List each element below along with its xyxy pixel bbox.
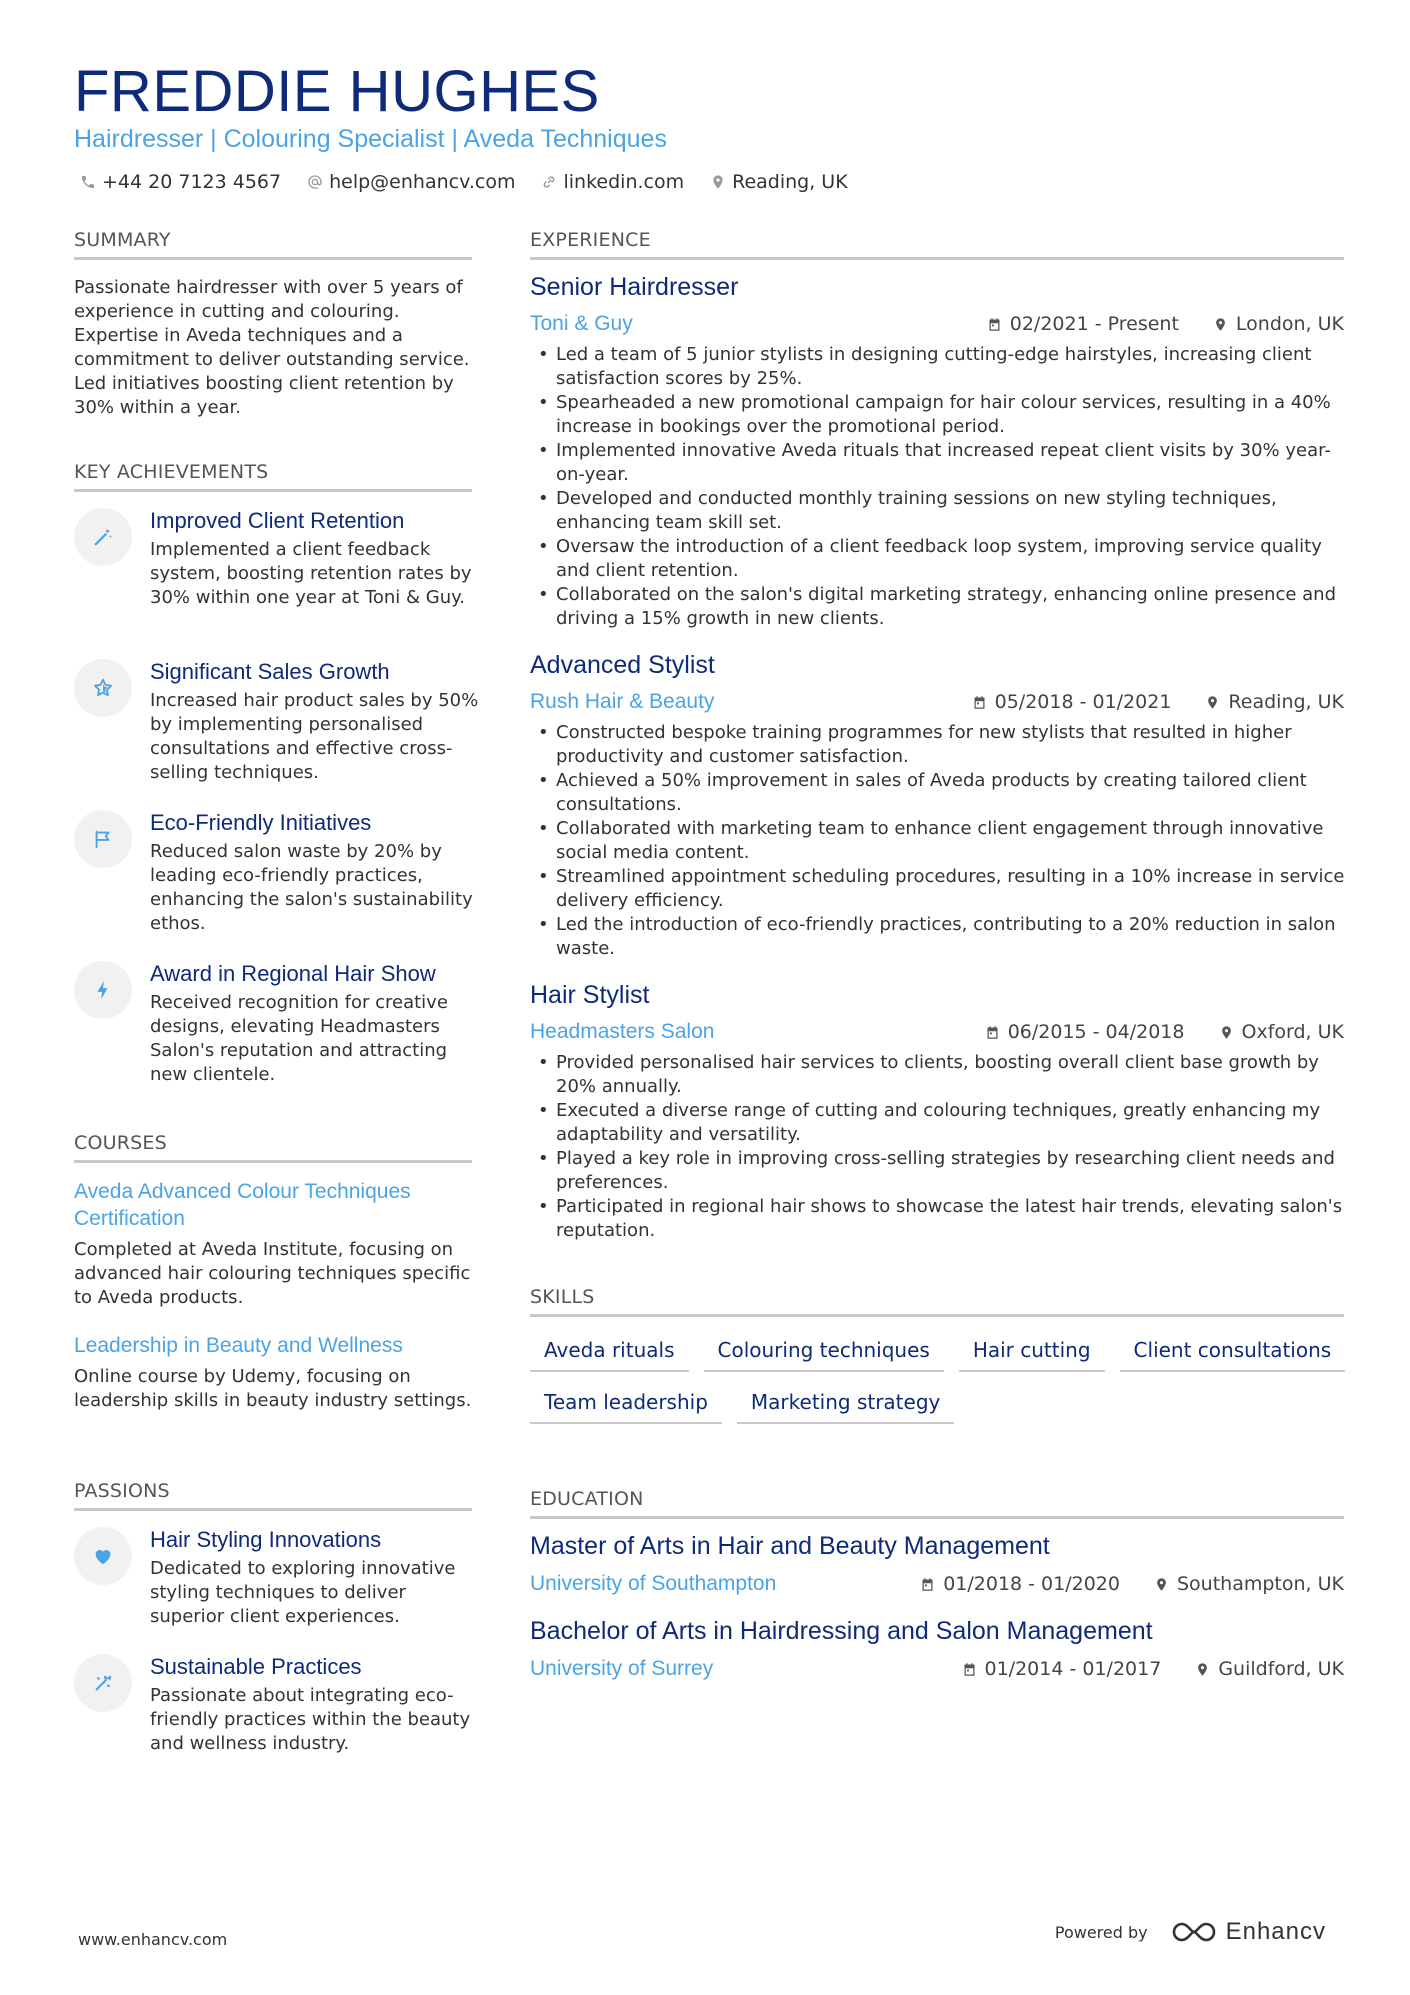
job-dates: 06/2015 - 04/2018 [1007, 1021, 1185, 1043]
skill-tag: Aveda rituals [530, 1338, 689, 1372]
list-item: • Participated in regional hair shows to showcase the latest hair trends, elevating salon's reputation. [538, 1195, 1346, 1243]
job-title: Advanced Stylist [530, 651, 715, 679]
achievement-title: Significant Sales Growth [150, 659, 390, 684]
job-dates: 02/2021 - Present [1009, 313, 1179, 335]
calendar-icon [987, 317, 1002, 332]
contact-email-text: help@enhancv.com [329, 171, 516, 193]
location-pin-icon [1219, 1025, 1234, 1040]
contact-linkedin[interactable] [541, 171, 684, 193]
calendar-icon [920, 1577, 935, 1592]
achievement-title: Improved Client Retention [150, 508, 405, 533]
job-company: Headmasters Salon [530, 1020, 715, 1043]
list-item: • Led a team of 5 junior stylists in designing cutting-edge hairstyles, increasing client satisfaction scores by 25%. [538, 343, 1346, 391]
location-pin-icon [1213, 317, 1228, 332]
skill-tag: Colouring techniques [704, 1338, 944, 1372]
brand-name: Enhancv [1225, 1918, 1326, 1945]
list-item: • Streamlined appointment scheduling procedures, resulting in a 10% increase in service delivery efficiency. [538, 865, 1346, 913]
education-degree: Master of Arts in Hair and Beauty Management [530, 1532, 1050, 1560]
calendar-icon [962, 1662, 977, 1677]
course-title: Leadership in Beauty and Wellness [74, 1334, 403, 1357]
job-bullets [538, 721, 1346, 961]
achievement-title: Award in Regional Hair Show [150, 961, 436, 986]
link-icon [541, 174, 557, 190]
skills-heading: SKILLS [530, 1286, 1344, 1317]
location-pin-icon [1154, 1577, 1169, 1592]
list-item: • Oversaw the introduction of a client feedback loop system, improving service quality and client retention. [538, 535, 1346, 583]
star-icon [92, 677, 114, 699]
magic-wand-icon [92, 526, 114, 548]
skills-list [530, 1338, 1346, 1424]
list-item: • Spearheaded a new promotional campaign for hair colour services, resulting in a 40% increase in bookings over the promotional period. [538, 391, 1346, 439]
powered-by-label: Powered by [1054, 1922, 1148, 1942]
education-meta [962, 1658, 1345, 1680]
contact-phone [80, 171, 281, 193]
job-company: Toni & Guy [530, 312, 633, 335]
course-desc: Online course by Udemy, focusing on leadership skills in beauty industry settings. [74, 1366, 472, 1411]
summary-text: Passionate hairdresser with over 5 years of experience in cutting and colouring. Expertise in Aveda techniques and a commitment to deliver outstanding service. Led initiatives boosting client retention by 30% within a year. [74, 277, 470, 418]
footer-branding [1055, 1918, 1326, 1946]
calendar-icon [985, 1025, 1000, 1040]
brand-logo[interactable] [1170, 1918, 1326, 1946]
experience-heading: EXPERIENCE [530, 229, 1344, 260]
education-dates: 01/2014 - 01/2017 [984, 1658, 1162, 1680]
course-title: Aveda Advanced Colour Techniques Certification [74, 1180, 411, 1230]
job-location: Oxford, UK [1241, 1021, 1344, 1043]
job-company: Rush Hair & Beauty [530, 690, 715, 713]
list-item: • Collaborated with marketing team to enhance client engagement through innovative social media content. [538, 817, 1346, 865]
passion-title: Hair Styling Innovations [150, 1527, 382, 1552]
list-item: • Provided personalised hair services to clients, boosting overall client base growth by 20% annually. [538, 1051, 1346, 1099]
passion-desc: Dedicated to exploring innovative styling techniques to deliver superior client experiences. [150, 1558, 456, 1627]
job-location: London, UK [1235, 313, 1344, 335]
calendar-icon [972, 695, 987, 710]
passion-title: Sustainable Practices [150, 1654, 362, 1679]
heart-icon [92, 1545, 114, 1567]
list-item: • Developed and conducted monthly training sessions on new styling techniques, enhancing team skill set. [538, 487, 1346, 535]
location-pin-icon [710, 174, 726, 190]
phone-icon [80, 174, 96, 190]
skill-tag: Client consultations [1120, 1338, 1346, 1372]
candidate-subtitle: Hairdresser | Colouring Specialist | Aveda Techniques [74, 125, 667, 153]
enhancv-logo-icon [1170, 1919, 1218, 1945]
passion-desc: Passionate about integrating eco-friendly practices within the beauty and wellness industry. [150, 1685, 471, 1754]
contact-location-text: Reading, UK [732, 171, 848, 193]
job-meta [972, 691, 1344, 713]
job-title: Senior Hairdresser [530, 273, 739, 301]
flag-icon [92, 828, 114, 850]
course-desc: Completed at Aveda Institute, focusing on advanced hair colouring techniques specific to Aveda products. [74, 1239, 471, 1308]
passions-heading: PASSIONS [74, 1480, 472, 1511]
summary-heading: SUMMARY [74, 229, 472, 260]
achievement-desc: Received recognition for creative designs, elevating Headmasters Salon's reputation and attracting new clientele. [150, 992, 448, 1085]
contact-location [710, 171, 848, 193]
achievements-heading: KEY ACHIEVEMENTS [74, 461, 472, 492]
lightning-icon [92, 979, 114, 1001]
job-title: Hair Stylist [530, 981, 650, 1009]
achievement-desc: Reduced salon waste by 20% by leading eco-friendly practices, enhancing the salon's sustainability ethos. [150, 841, 473, 934]
list-item: • Led the introduction of eco-friendly practices, contributing to a 20% reduction in salon waste. [538, 913, 1346, 961]
job-meta [987, 313, 1344, 335]
list-item: • Implemented innovative Aveda rituals that increased repeat client visits by 30% year-on-year. [538, 439, 1346, 487]
achievement-title: Eco-Friendly Initiatives [150, 810, 372, 835]
contact-phone-text: +44 20 7123 4567 [102, 171, 282, 193]
contact-linkedin-text: linkedin.com [563, 171, 685, 193]
skill-tag: Team leadership [530, 1390, 722, 1424]
education-meta [920, 1573, 1344, 1595]
location-pin-icon [1205, 695, 1220, 710]
skill-tag: Hair cutting [959, 1338, 1105, 1372]
achievement-desc: Implemented a client feedback system, boosting retention rates by 30% within one year at Toni & Guy. [150, 539, 472, 608]
contact-bar [80, 171, 848, 193]
job-bullets [538, 1051, 1346, 1243]
education-location: Southampton, UK [1177, 1573, 1344, 1595]
education-heading: EDUCATION [530, 1488, 1344, 1519]
skill-tag: Marketing strategy [737, 1390, 954, 1424]
sparkle-icon [92, 1672, 114, 1694]
education-degree: Bachelor of Arts in Hairdressing and Salon Management [530, 1617, 1153, 1645]
list-item: • Played a key role in improving cross-selling strategies by researching client needs and preferences. [538, 1147, 1346, 1195]
at-icon [307, 174, 323, 190]
job-meta [985, 1021, 1344, 1043]
education-school: University of Surrey [530, 1657, 714, 1680]
job-location: Reading, UK [1228, 691, 1344, 713]
job-dates: 05/2018 - 01/2021 [994, 691, 1172, 713]
job-bullets [538, 343, 1346, 631]
list-item: • Achieved a 50% improvement in sales of Aveda products by creating tailored client consultations. [538, 769, 1346, 817]
education-dates: 01/2018 - 01/2020 [943, 1573, 1120, 1595]
list-item: • Executed a diverse range of cutting and colouring techniques, greatly enhancing my adaptability and versatility. [538, 1099, 1346, 1147]
education-school: University of Southampton [530, 1572, 777, 1595]
list-item: • Constructed bespoke training programmes for new stylists that resulted in higher productivity and customer satisfaction. [538, 721, 1346, 769]
list-item: • Collaborated on the salon's digital marketing strategy, enhancing online presence and driving a 15% growth in new clients. [538, 583, 1346, 631]
achievement-desc: Increased hair product sales by 50% by implementing personalised consultations and effective cross-selling techniques. [150, 690, 479, 783]
footer-website[interactable]: www.enhancv.com [78, 1930, 228, 1949]
location-pin-icon [1195, 1662, 1210, 1677]
candidate-name: FREDDIE HUGHES [74, 59, 600, 124]
contact-email[interactable] [307, 171, 515, 193]
courses-heading: COURSES [74, 1132, 472, 1163]
education-location: Guildford, UK [1218, 1658, 1344, 1680]
